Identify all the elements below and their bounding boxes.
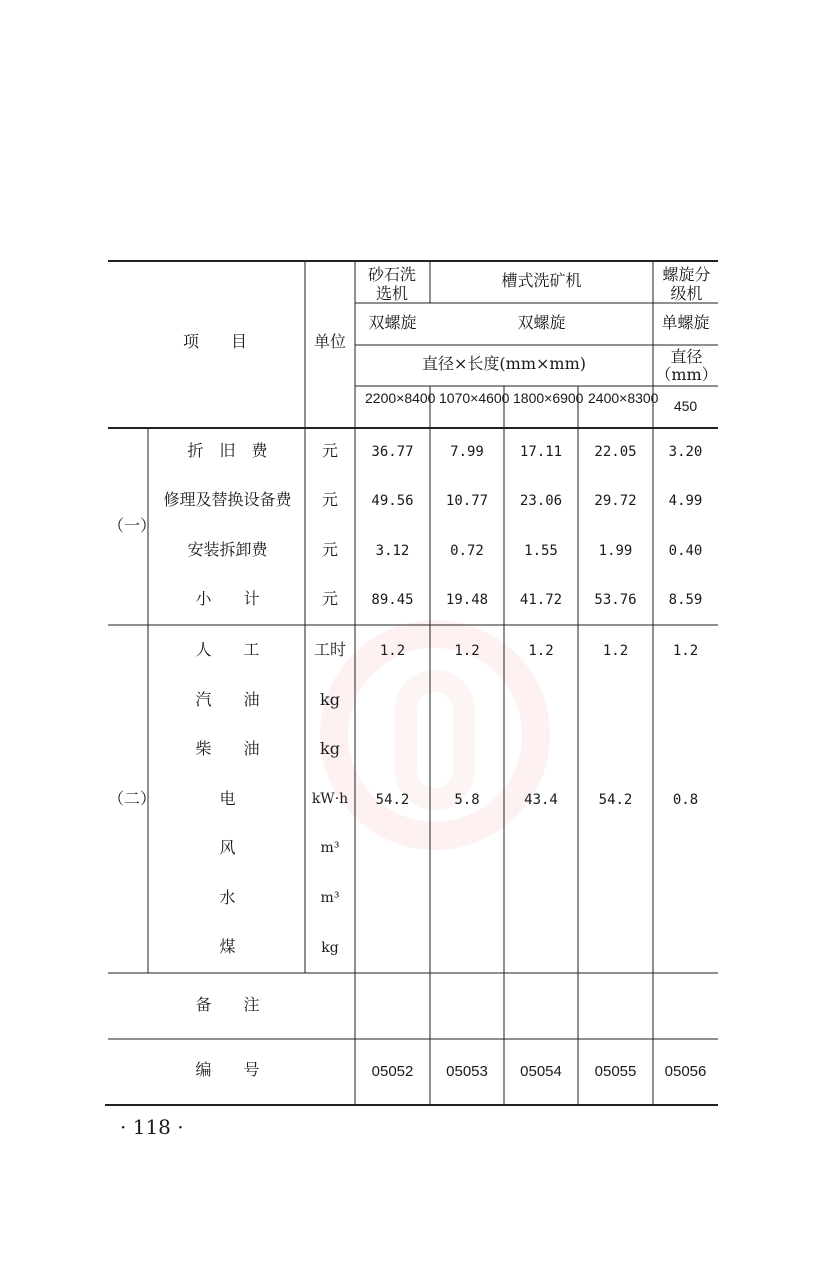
row-unit: kg — [321, 940, 339, 956]
header-spec-label-main: 直径×长度(mm×mm) — [422, 354, 586, 373]
code-value: 05053 — [446, 1063, 488, 1080]
row-value: 4.99 — [668, 493, 703, 509]
header-spec-label-right: 直径（mm） — [655, 347, 718, 384]
row-value: 3.12 — [375, 543, 410, 559]
row-name: 小 计 — [195, 589, 260, 608]
row-unit: kg — [320, 739, 340, 758]
row-name: 修理及替换设备费 — [163, 490, 292, 509]
row-value: 1.2 — [528, 643, 554, 659]
row-value: 1.99 — [598, 543, 633, 559]
row-value: 54.2 — [598, 792, 633, 808]
row-value: 53.76 — [594, 592, 637, 608]
row-name: 安装拆卸费 — [187, 540, 268, 559]
row-name: 折 旧 费 — [187, 441, 268, 460]
header-type-3: 单螺旋 — [661, 313, 710, 332]
row-unit: 元 — [321, 490, 338, 509]
row-name: 风 — [219, 838, 236, 857]
row-unit: 元 — [321, 441, 338, 460]
row-value: 10.77 — [445, 493, 489, 509]
header-spec-2: 1070×4600 — [439, 390, 510, 406]
row-value: 1.2 — [602, 643, 629, 659]
row-unit: kW·h — [311, 791, 349, 807]
row-value: 3.20 — [668, 444, 703, 460]
header-unit: 单位 — [313, 332, 346, 351]
remarks-label: 备 注 — [195, 995, 260, 1014]
row-value: 36.77 — [371, 444, 414, 460]
row-value: 29.72 — [594, 493, 637, 509]
code-value: 05055 — [594, 1063, 637, 1080]
header-type-2: 双螺旋 — [517, 313, 566, 332]
row-name: 煤 — [219, 937, 236, 956]
row-name: 汽 油 — [195, 690, 260, 709]
header-spec-4: 2400×8300 — [588, 390, 659, 406]
row-value: 1.2 — [379, 643, 406, 659]
row-unit: 元 — [321, 540, 338, 559]
row-value: 0.8 — [672, 792, 699, 808]
code-value: 05056 — [664, 1063, 707, 1080]
codes-label: 编 号 — [195, 1060, 260, 1079]
header-machine-3: 螺旋分级机 — [662, 265, 711, 303]
row-unit: 工时 — [313, 640, 346, 659]
row-value: 89.45 — [371, 592, 414, 608]
code-value: 05054 — [520, 1063, 562, 1080]
page-number: · 118 · — [120, 1115, 184, 1139]
row-name: 人 工 — [195, 640, 260, 659]
header-machine-1: 砂石洗选机 — [367, 265, 416, 303]
row-value: 1.55 — [524, 543, 558, 559]
row-value: 22.05 — [594, 444, 637, 460]
row-value: 0.72 — [450, 543, 484, 559]
header-spec-3: 1800×6900 — [513, 390, 584, 406]
header-item: 项 目 — [182, 332, 247, 351]
header-spec-1: 2200×8400 — [365, 390, 436, 406]
row-value: 7.99 — [450, 444, 484, 460]
row-value: 8.59 — [668, 592, 703, 608]
group2-label: （二） — [108, 789, 157, 808]
row-unit: 元 — [321, 589, 338, 608]
row-unit: kg — [320, 690, 340, 709]
row-value: 41.72 — [519, 592, 563, 608]
row-value: 19.48 — [445, 592, 489, 608]
row-value: 1.2 — [454, 643, 480, 659]
code-value: 05052 — [371, 1063, 414, 1080]
row-value: 0.40 — [668, 543, 703, 559]
row-name: 柴 油 — [195, 739, 260, 758]
row-value: 49.56 — [371, 493, 414, 509]
header-machine-2: 槽式洗矿机 — [501, 271, 582, 290]
row-name: 电 — [219, 789, 236, 808]
row-unit: m³ — [320, 840, 340, 856]
row-value: 23.06 — [519, 493, 563, 509]
row-name: 水 — [219, 888, 236, 907]
row-value: 43.4 — [524, 792, 558, 808]
header-type-1: 双螺旋 — [368, 313, 417, 332]
row-unit: m³ — [320, 890, 340, 906]
row-value: 54.2 — [375, 792, 410, 808]
group1-label: （一） — [108, 516, 157, 535]
row-value: 17.11 — [519, 444, 563, 460]
header-spec-5: 450 — [673, 398, 698, 414]
row-value: 1.2 — [672, 643, 699, 659]
row-value: 5.8 — [454, 792, 480, 808]
